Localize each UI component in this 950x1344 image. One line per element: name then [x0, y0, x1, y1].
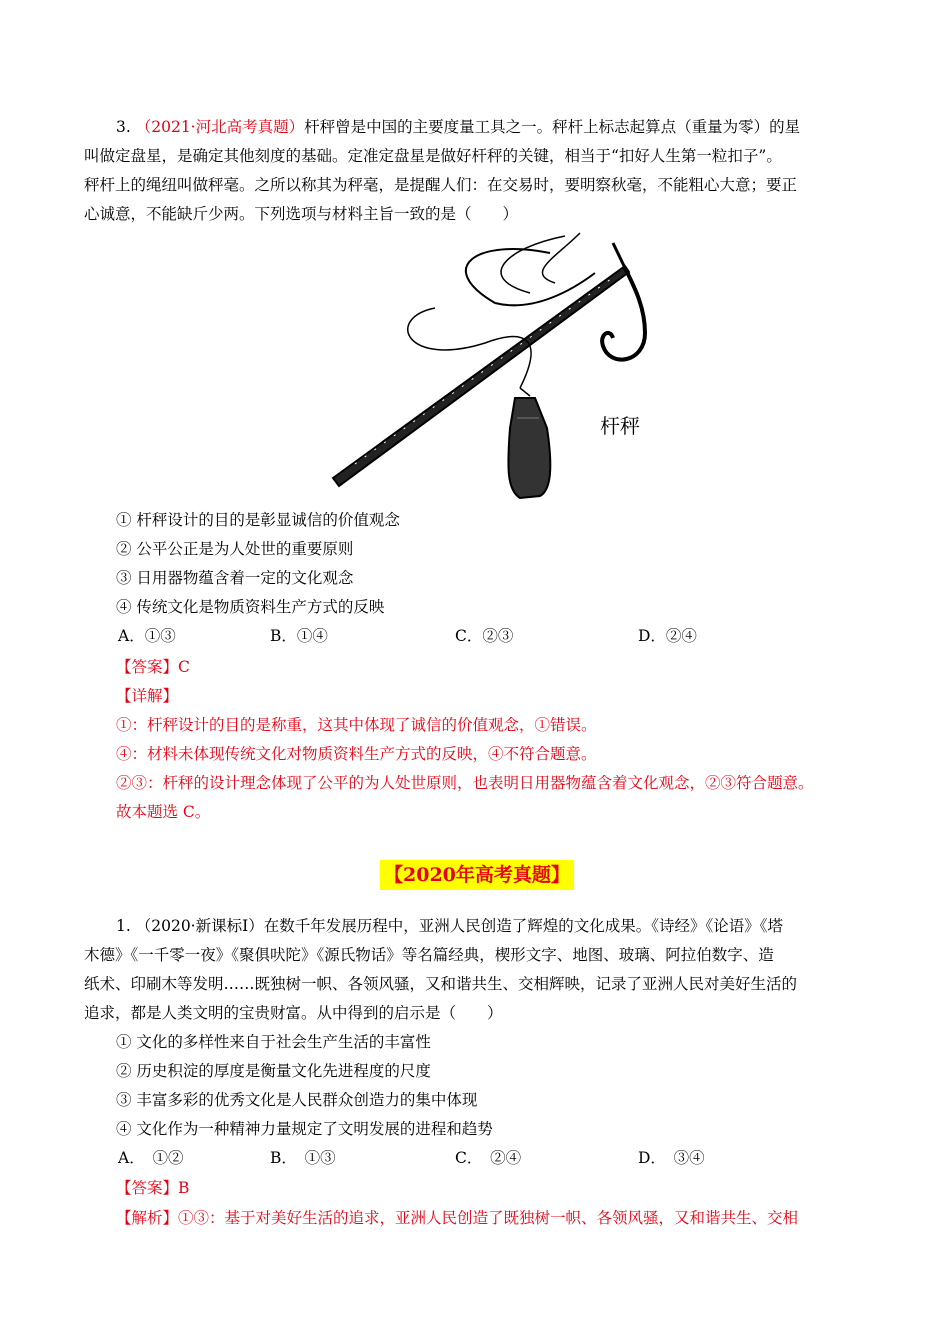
option-c: C． ②④: [455, 1149, 522, 1167]
question-1-line-3: 纸术、印刷木等发明……既独树一帜、各领风骚，又和谐共生、交相辉映，记录了亚洲人民对美好生活的: [84, 975, 798, 993]
question-text: 在数千年发展历程中，亚洲人民创造了辉煌的文化成果。《诗经》《论语》《塔: [263, 917, 783, 935]
answer-label: 【答案】: [116, 1179, 179, 1197]
statement-2: ② 公平公正是为人处世的重要原则: [116, 540, 354, 558]
detail-label: 【详解】: [116, 687, 179, 705]
question-number: 1.: [116, 917, 131, 935]
statement-1: ① 文化的多样性来自于社会生产生活的丰富性: [116, 1033, 431, 1051]
detail-line-4: 故本题选 C。: [116, 803, 211, 821]
question-3-line-4: 心诚意，不能缺斤少两。下列选项与材料主旨一致的是（ ）: [84, 205, 519, 223]
option-d: D．②④: [638, 627, 697, 645]
option-a: A．①③: [118, 627, 176, 645]
option-c: C．②③: [455, 627, 514, 645]
detail-line-2: ④：材料未体现传统文化对物质资料生产方式的反映，④不符合题意。: [116, 745, 597, 763]
answer: [116, 1178, 189, 1198]
option-b: B．①④: [270, 627, 328, 645]
statement-3: ③ 日用器物蕴含着一定的文化观念: [116, 569, 354, 587]
answer-label: 【答案】: [116, 658, 179, 676]
question-number: 3.: [116, 118, 131, 136]
analysis-text: ①③：基于对美好生活的追求，亚洲人民创造了既独树一帜、各领风骚，又和谐共生、交相: [178, 1209, 799, 1227]
analysis: [116, 1208, 798, 1228]
detail-line-3: ②③：杆秤的设计理念体现了公平的为人处世原则，也表明日用器物蕴含着文化观念，②③符合题意。: [116, 774, 814, 792]
steelyard-figure: [325, 228, 655, 506]
question-text: 杆秤曾是中国的主要度量工具之一。秤杆上标志起算点（重量为零）的星: [304, 118, 801, 136]
question-1-line-1: [116, 916, 783, 936]
detail-line-1: ①：杆秤设计的目的是称重，这其中体现了诚信的价值观念，①错误。: [116, 716, 597, 734]
steelyard-illustration: [325, 228, 655, 506]
section-title: 【2020年高考真题】: [380, 860, 574, 890]
statement-4: ④ 文化作为一种精神力量规定了文明发展的进程和趋势: [116, 1120, 493, 1138]
question-1-line-2: 木德》《一千零一夜》《聚俱吠陀》《源氏物话》等名篇经典，楔形文字、地图、玻璃、阿拉伯数字、造: [84, 946, 774, 964]
question-3-line-1: [116, 117, 800, 137]
statement-2: ② 历史积淀的厚度是衡量文化先进程度的尺度: [116, 1062, 431, 1080]
question-1-line-4: 追求，都是人类文明的宝贵财富。从中得到的启示是（ ）: [84, 1004, 503, 1022]
analysis-label: 【解析】: [116, 1209, 179, 1227]
option-d: D． ③④: [638, 1149, 705, 1167]
option-a: A． ①②: [118, 1149, 184, 1167]
option-b: B． ①③: [270, 1149, 336, 1167]
statement-3: ③ 丰富多彩的优秀文化是人民群众创造力的集中体现: [116, 1091, 478, 1109]
question-3-line-3: 秤杆上的绳纽叫做秤毫。之所以称其为秤毫，是提醒人们：在交易时，要明察秋毫，不能粗心大意；要正: [84, 176, 798, 194]
answer-value: B: [178, 1179, 190, 1197]
question-3-line-2: 叫做定盘星，是确定其他刻度的基础。定准定盘星是做好杆秤的关键，相当于“扣好人生第一粒扣子”。: [84, 147, 782, 165]
statement-1: ① 杆秤设计的目的是彰显诚信的价值观念: [116, 511, 400, 529]
statement-4: ④ 传统文化是物质资料生产方式的反映: [116, 598, 385, 616]
answer: [116, 657, 190, 677]
answer-value: C: [178, 658, 190, 676]
question-source: （2021·河北高考真题）: [135, 118, 305, 136]
question-source: （2020·新课标Ⅰ）: [135, 917, 264, 935]
figure-caption: 杆秤: [600, 414, 640, 438]
